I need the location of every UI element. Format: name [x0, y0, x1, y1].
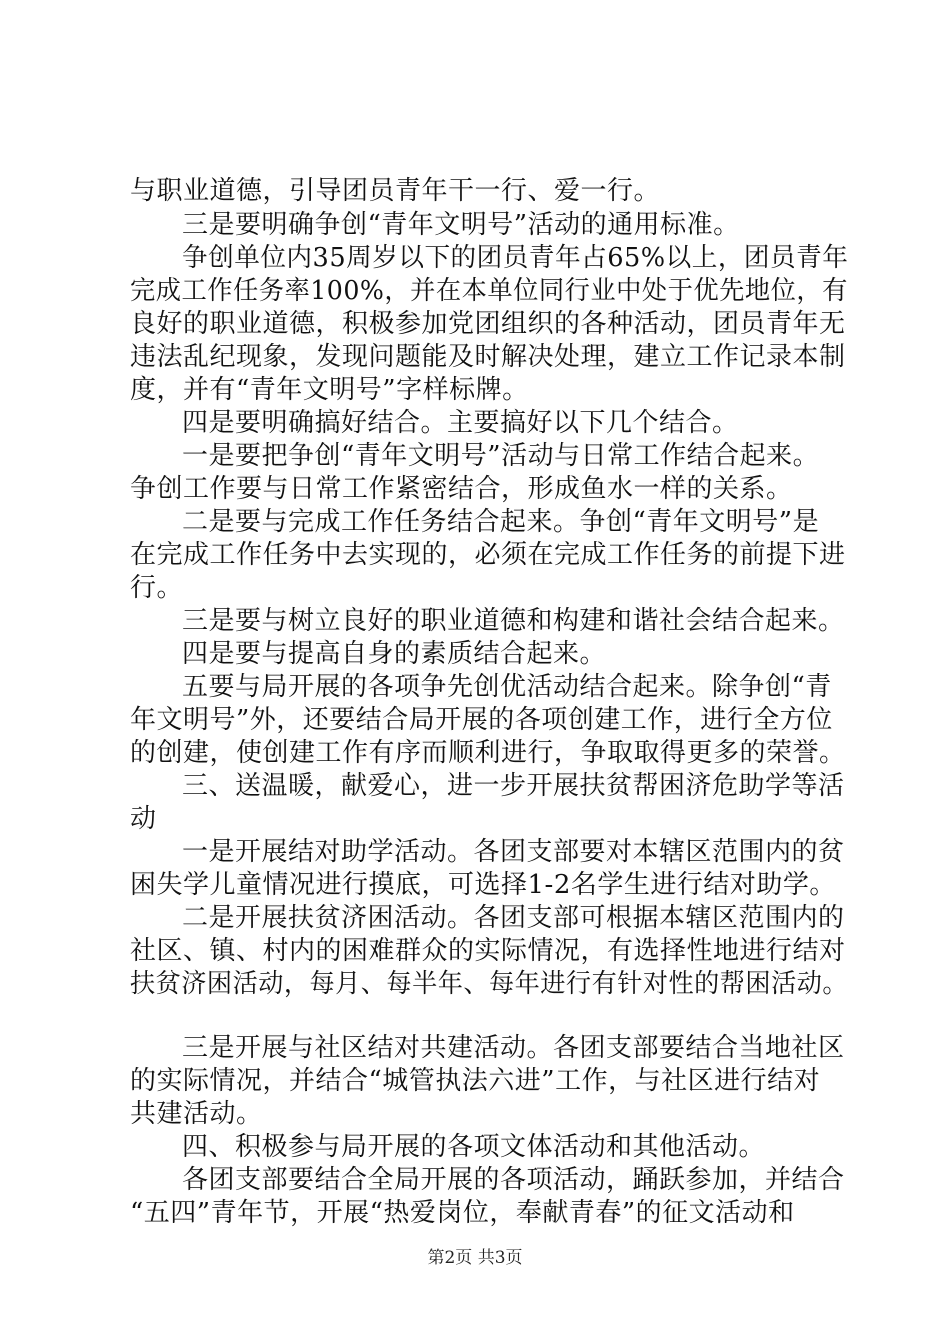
text-line: 的实际情况，并结合“城管执法六进”工作，与社区进行结对: [130, 1066, 821, 1096]
text-line: 三是要明确争创“青年文明号”活动的通用标准。: [182, 210, 740, 240]
text-line: 三是开展与社区结对共建活动。各团支部要结合当地社区: [182, 1033, 845, 1063]
text-line: 一是要把争创“青年文明号”活动与日常工作结合起来。: [182, 441, 820, 471]
text-line: 违法乱纪现象，发现问题能及时解决处理，建立工作记录本制: [130, 342, 846, 372]
text-line: 争创工作要与日常工作紧密结合，形成鱼水一样的关系。: [130, 474, 793, 504]
text-line: 四、积极参与局开展的各项文体活动和其他活动。: [182, 1132, 766, 1162]
text-line: 度，并有“青年文明号”字样标牌。: [130, 375, 529, 405]
text-line: 各团支部要结合全局开展的各项活动，踊跃参加，并结合: [182, 1165, 845, 1195]
text-line: 三、送温暖，献爱心，进一步开展扶贫帮困济危助学等活: [182, 771, 845, 801]
text-line: 二是要与完成工作任务结合起来。争创“青年文明号”是: [182, 507, 820, 537]
text-line: 共建活动。: [130, 1099, 263, 1129]
text-line: 年文明号”外，还要结合局开展的各项创建工作，进行全方位: [130, 705, 833, 735]
text-line: 的创建，使创建工作有序而顺利进行，争取取得更多的荣誉。: [130, 738, 846, 768]
text-line: 三是要与树立良好的职业道德和构建和谐社会结合起来。: [182, 606, 845, 636]
text-line: 困失学儿童情况进行摸底，可选择1-2名学生进行结对助学。: [130, 870, 836, 900]
text-line: 完成工作任务率100%，并在本单位同行业中处于优先地位，有: [130, 276, 848, 306]
text-line: 动: [130, 804, 157, 834]
text-line: 二是开展扶贫济困活动。各团支部可根据本辖区范围内的: [182, 903, 845, 933]
text-line: 在完成工作任务中去实现的，必须在完成工作任务的前提下进: [130, 540, 846, 570]
text-line: 一是开展结对助学活动。各团支部要对本辖区范围内的贫: [182, 837, 845, 867]
page-number-footer: 第2页 共3页: [427, 1248, 523, 1268]
text-line: 扶贫济困活动，每月、每半年、每年进行有针对性的帮困活动。: [130, 969, 849, 999]
text-line: 四是要与提高自身的素质结合起来。: [182, 639, 607, 669]
text-line: 争创单位内35周岁以下的团员青年占65%以上，团员青年: [182, 243, 849, 273]
text-line: “五四”青年节，开展“热爱岗位，奉献青春”的征文活动和: [130, 1198, 795, 1228]
text-line: 与职业道德，引导团员青年干一行、爱一行。: [130, 176, 661, 206]
text-line: 四是要明确搞好结合。主要搞好以下几个结合。: [182, 408, 739, 438]
text-line: 行。: [130, 573, 184, 603]
text-line: 良好的职业道德，积极参加党团组织的各种活动，团员青年无: [130, 309, 846, 339]
text-line: 五要与局开展的各项争先创优活动结合起来。除争创“青: [182, 672, 832, 702]
text-line: 社区、镇、村内的困难群众的实际情况，有选择性地进行结对: [130, 936, 846, 966]
